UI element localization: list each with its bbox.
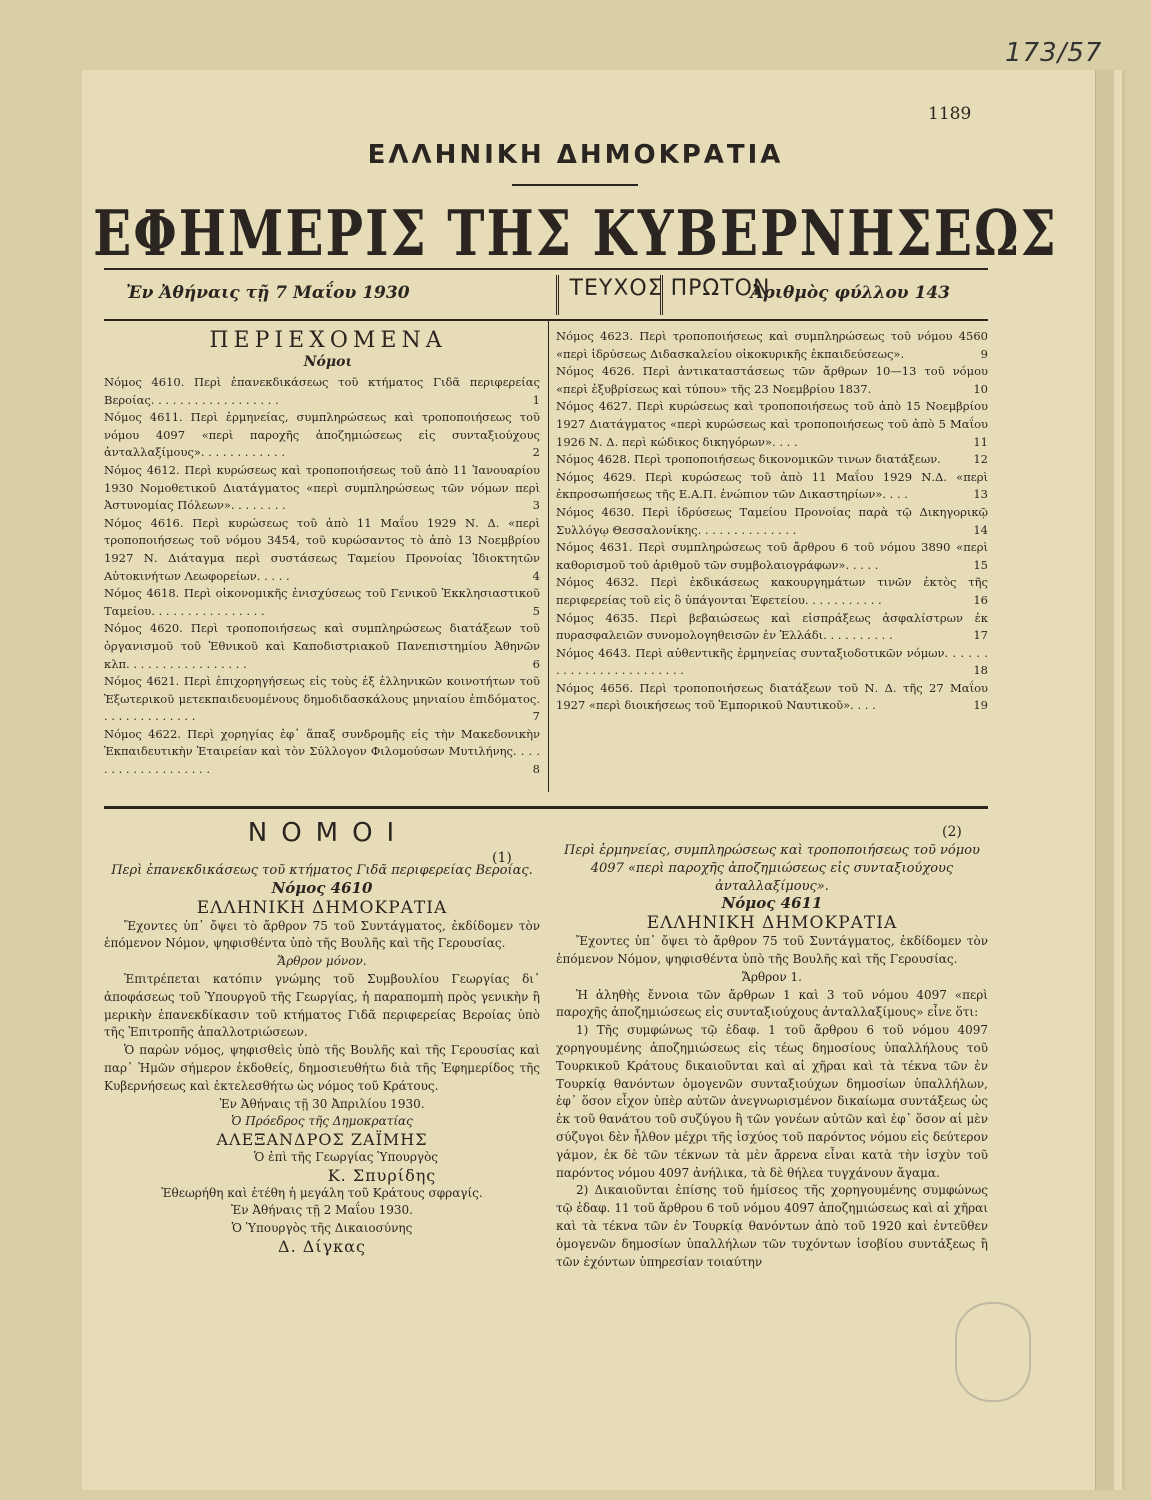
- law1-article: Ἄρθρον μόνον.: [277, 954, 367, 969]
- law1-president: ΑΛΕΞΑΝΔΡΟΣ ΖΑΪΜΗΣ: [216, 1130, 428, 1150]
- law1-number-title: Νόμος 4610: [271, 878, 373, 897]
- law2-article: Ἄρθρον 1.: [742, 969, 802, 984]
- toc-entry: Νόμος 4629. Περὶ κυρώσεως τοῦ ἀπὸ 11 Μαΐου 1929 Ν.Δ. «περὶ ἐκπροσωπήσεως τῆς Ε.Α.Π. ἐνώπιον τῶν Δικαστηρίων». . . . 13: [556, 469, 988, 502]
- law1-dateline: Ἐν Ἀθήναις τῇ 30 Ἀπριλίου 1930.: [219, 1096, 425, 1111]
- law1-body1: Ἐπιτρέπεται κατόπιν γνώμης τοῦ Συμβουλίου Γεωργίας δι᾿ ἀποφάσεως τοῦ Ὑπουργοῦ τῆς Γεωργίας, ἡ παραπομπὴ πρὸς γενικὴν ἢ μερικὴν ἐπανεκδίκασιν τοῦ κτήματος Γιδᾶ περιφερείας Βεροίας ὑπὸ τῆς Ἐπιτροπῆς ἀπαλλοτριώσεων.: [104, 971, 540, 1040]
- law1-subject: Περὶ ἐπανεκδικάσεως τοῦ κτήματος Γιδᾶ περιφερείας Βεροίας.: [111, 863, 533, 878]
- issue-date: Ἐν Ἀθήναις τῇ 7 Μαΐου 1930: [126, 283, 410, 303]
- masthead-title: ΕΦΗΜΕΡΙΣ ΤΗΣ ΚΥΒΕΡΝΗΣΕΩΣ: [93, 196, 1058, 270]
- masthead-divider: [512, 184, 638, 186]
- issue-divider-left: [556, 275, 559, 315]
- law2-republic: ΕΛΛΗΝΙΚΗ ΔΗΜΟΚΡΑΤΙΑ: [646, 913, 898, 934]
- toc-entry: Νόμος 4632. Περὶ ἐκδικάσεως κακουργημάτων τινῶν ἐκτὸς τῆς περιφερείας τοῦ εἰς ὃ ὑπάγονται Ἐφετείου. . . . . . . . . . . 16: [556, 575, 988, 607]
- law1-number: (1): [492, 850, 512, 866]
- contents-bottom-rule: [104, 806, 988, 809]
- laws-heading: ΝΟΜΟΙ: [247, 818, 409, 848]
- law1-minister: Κ. Σπυρίδης: [327, 1165, 437, 1185]
- sheet-number: Ἀριθμὸς φύλλου 143: [750, 283, 950, 303]
- paper-edge: [1095, 70, 1114, 1490]
- toc-entry: Νόμος 4656. Περὶ τροποποιήσεως διατάξεων τοῦ Ν. Δ. τῆς 27 Μαΐου 1927 «περὶ διοικήσεως τοῦ Ἐμπορικοῦ Ναυτικοῦ». . . . 19: [556, 680, 988, 713]
- page-number: 1189: [928, 104, 972, 124]
- law1-justice-title: Ὁ Ὑπουργὸς τῆς Δικαιοσύνης: [231, 1221, 413, 1236]
- law-4611: [556, 842, 988, 1271]
- issue-series: ΤΕΥΧΟΣ ΠΡΩΤΟΝ: [569, 276, 771, 301]
- issue-bar-top-rule: [104, 268, 988, 270]
- law2-number: (2): [942, 824, 962, 840]
- archive-stamp: [955, 1302, 1031, 1402]
- law1-minister-title: Ὁ ἐπὶ τῆς Γεωργίας Ὑπουργὸς: [254, 1149, 439, 1164]
- issue-bar-bottom-rule: [104, 319, 988, 321]
- law2-subject: Περὶ ἑρμηνείας, συμπληρώσεως καὶ τροποποιήσεως τοῦ νόμου 4097 «περὶ παροχῆς ἀποζημιώσεως εἰς συνταξιούχους ἀνταλλαξίμους».: [564, 843, 980, 894]
- law1-seal-note: Ἐθεωρήθη καὶ ἐτέθη ἡ μεγάλη τοῦ Κράτους σφραγίς.: [161, 1185, 483, 1200]
- masthead-republic: ΕΛΛΗΝΙΚΗ ΔΗΜΟΚΡΑΤΙΑ: [367, 140, 784, 170]
- toc-entry: Νόμος 4623. Περὶ τροποποιήσεως καὶ συμπληρώσεως τοῦ νόμου 4560 «περὶ ἱδρύσεως Διδασκαλείου οἰκοκυρικῆς ἐκπαιδεύσεως». 9: [556, 329, 988, 361]
- handwritten-reference: 173/57: [1005, 38, 1103, 68]
- toc-entry: Νόμος 4626. Περὶ ἀντικαταστάσεως τῶν ἄρθρων 10—13 τοῦ νόμου «περὶ ἐξυβρίσεως καὶ τύπου» τῆς 23 Νοεμβρίου 1837. 10: [556, 364, 988, 396]
- contents-title: ΠΕΡΙΕΧΟΜΕΝΑ: [209, 328, 447, 353]
- contents-right-column: [556, 328, 988, 715]
- contents-column-rule: [548, 320, 549, 792]
- law1-justice-minister: Δ. Δίγκας: [278, 1236, 366, 1256]
- law1-republic: ΕΛΛΗΝΙΚΗ ΔΗΜΟΚΡΑΤΙΑ: [196, 897, 448, 918]
- toc-entry: Νόμος 4622. Περὶ χορηγίας ἐφ᾿ ἅπαξ συνδρομῆς εἰς τὴν Μακεδονικὴν Ἐκπαιδευτικὴν Ἑταιρείαν καὶ τὸν Σύλλογον Φιλομούσων Μυτιλήνης. . . . . . . . . . . . . . . . . . . 8: [104, 726, 540, 777]
- toc-entry: Νόμος 4635. Περὶ βεβαιώσεως καὶ εἰσπράξεως ἀσφαλίστρων ἐκ πυρασφαλειῶν συνομολογηθεισῶν ἐν Ἑλλάδι. . . . . . . . . . 17: [556, 610, 988, 643]
- toc-entry: Νόμος 4631. Περὶ συμπληρώσεως τοῦ ἄρθρου 6 τοῦ νόμου 3890 «περὶ καθορισμοῦ τοῦ ἀριθμοῦ τῶν συμβολαιογράφων». . . . . 15: [556, 540, 988, 572]
- law2-body3: 2) Δικαιοῦνται ἐπίσης τοῦ ἡμίσεος τῆς χορηγουμένης συμφώνως τῷ ἐδαφ. 11 τοῦ ἄρθρου 6 τοῦ νόμου 4097 ἀποζημιώσεως καὶ αἱ χῆραι καὶ τὰ τέκνα τῶν ἐν Τουρκίᾳ θανόντων ἀπὸ τοῦ 1920 καὶ ἐντεῦθεν ὁμογενῶν δημοσίων ὑπαλλήλων τῶν τυχόντων ἰσοβίου συντάξεως ἢ τῶν ἐχόντων ὑπηρεσίαν τοιαύτην: [556, 1183, 988, 1269]
- toc-entry: Νόμος 4616. Περὶ κυρώσεως τοῦ ἀπὸ 11 Μαΐου 1929 Ν. Δ. «περὶ τροποποιήσεως τοῦ νόμου 3454, τοῦ κυρώσαντος τὸ ἀπὸ 13 Νοεμβρίου 1927 Ν. Διάταγμα περὶ συστάσεως Ταμείου Προνοίας Ἰδιοκτητῶν Αὐτοκινήτων Λεωφορείων. . . . . 4: [104, 515, 540, 583]
- toc-entry: Νόμος 4630. Περὶ ἱδρύσεως Ταμείου Προνοίας παρὰ τῷ Δικηγορικῷ Συλλόγῳ Θεσσαλονίκης. . . . . . . . . . . . . . 14: [556, 504, 988, 537]
- law2-preamble: Ἔχοντες ὑπ᾿ ὄψει τὸ ἄρθρον 75 τοῦ Συντάγματος, ἐκδίδομεν τὸν ἑπόμενον Νόμον, ψηφισθέντα ὑπὸ τῆς Βουλῆς καὶ τῆς Γερουσίας.: [556, 934, 988, 966]
- law1-body2: Ὁ παρὼν νόμος, ψηφισθεὶς ὑπὸ τῆς Βουλῆς καὶ τῆς Γερουσίας καὶ παρ᾿ Ἡμῶν σήμερον ἐκδοθείς, δημοσιευθήτω διὰ τῆς Ἐφημερίδος τῆς Κυβερνήσεως καὶ ἐκτελεσθήτω ὡς νόμος τοῦ Κράτους.: [104, 1043, 540, 1093]
- issue-bar: [104, 273, 988, 317]
- toc-entry: Νόμος 4621. Περὶ ἐπιχορηγήσεως εἰς τοὺς ἐξ ἑλληνικῶν κοινοτήτων τοῦ Ἐξωτερικοῦ μετεκπαιδευομένους δημοδιδασκάλους μηνιαίου ἐπιδόματος. . . . . . . . . . . . . . 7: [104, 674, 540, 724]
- law-4610: [104, 862, 540, 1256]
- toc-entry: Νόμος 4643. Περὶ αὐθεντικῆς ἑρμηνείας συνταξιοδοτικῶν νόμων. . . . . . . . . . . . . . . . . . . . . . . . 18: [556, 645, 988, 678]
- issue-divider-right: [660, 275, 663, 315]
- toc-entry: Νόμος 4618. Περὶ οἰκονομικῆς ἐνισχύσεως τοῦ Γενικοῦ Ἐκκλησιαστικοῦ Ταμείου. . . . . . . . . . . . . . . . 5: [104, 586, 540, 618]
- toc-entry: Νόμος 4627. Περὶ κυρώσεως καὶ τροποποιήσεως τοῦ ἀπὸ 15 Νοεμβρίου 1927 Διατάγματος «περὶ κυρώσεως καὶ τροποποιήσεως τοῦ ἀπὸ 5 Μαΐου 1926 Ν. Δ. περὶ κώδικος δικηγόρων». . . . 11: [556, 399, 988, 449]
- toc-entry: Νόμος 4610. Περὶ ἐπανεκδικάσεως τοῦ κτήματος Γιδᾶ περιφερείας Βεροίας. . . . . . . . . . . . . . . . . . 1: [104, 375, 540, 407]
- law2-number-title: Νόμος 4611: [721, 894, 823, 913]
- toc-entry: Νόμος 4612. Περὶ κυρώσεως καὶ τροποποιήσεως τοῦ ἀπὸ 11 Ἰανουαρίου 1930 Νομοθετικοῦ Διατάγματος «περὶ συμπληρώσεως τῶν νόμων περὶ Ἀστυνομίας Πόλεων». . . . . . . . 3: [104, 462, 540, 513]
- law1-preamble: Ἔχοντες ὑπ᾿ ὄψει τὸ ἄρθρον 75 τοῦ Συντάγματος, ἐκδίδομεν τὸν ἑπόμενον Νόμον, ψηφισθέντα ὑπὸ τῆς Βουλῆς καὶ τῆς Γερουσίας.: [104, 918, 540, 951]
- contents-left-column: [104, 374, 540, 779]
- law2-body1: Ἡ ἀληθὴς ἔννοια τῶν ἄρθρων 1 καὶ 3 τοῦ νόμου 4097 «περὶ παροχῆς ἀποζημιώσεως εἰς συνταξιούχους ἀνταλλαξίμους» εἶνε ὅτι:: [556, 987, 988, 1020]
- law1-president-title: Ὁ Πρόεδρος τῆς Δημοκρατίας: [231, 1114, 413, 1129]
- toc-entry: Νόμος 4620. Περὶ τροποποιήσεως καὶ συμπληρώσεως διατάξεων τοῦ ὀργανισμοῦ τοῦ Ἐθνικοῦ καὶ Καποδιστριακοῦ Πανεπιστημίου Ἀθηνῶν κλπ. . . . . . . . . . . . . . . . . 6: [104, 621, 540, 671]
- toc-entry: Νόμος 4611. Περὶ ἑρμηνείας, συμπληρώσεως καὶ τροποποιήσεως τοῦ νόμου 4097 «περὶ παροχῆς ἀποζημιώσεως εἰς συνταξιούχους ἀνταλλαξίμους». . . . . . . . . . . . 2: [104, 410, 540, 460]
- law1-seal-date: Ἐν Ἀθήναις τῇ 2 Μαΐου 1930.: [231, 1203, 413, 1218]
- toc-entry: Νόμος 4628. Περὶ τροποποιήσεως δικονομικῶν τινων διατάξεων. 12: [556, 452, 988, 467]
- contents-subtitle: Νόμοι: [303, 354, 353, 370]
- law2-body2: 1) Τῆς συμφώνως τῷ ἐδαφ. 1 τοῦ ἄρθρου 6 τοῦ νόμου 4097 χορηγουμένης ἀποζημιώσεως εἰς τέως δημοσίους ὑπαλλήλους τοῦ Τουρκικοῦ Κράτους δικαιοῦνται καὶ αἱ χῆραι καὶ τὰ τέκνα τῶν ἐν Τουρκίᾳ θανόντων ὁμογενῶν συνταξιούχων δημοσίων ὑπαλλήλων, ἐφ᾿ ὅσον εἶχον ὑπὲρ αὐτῶν ἀνεγνωρισμένον δικαίωμα συντάξεως ὡς ἐκ τοῦ θανάτου τοῦ συζύγου ἢ τῶν γονέων αὐτῶν καὶ ἐφ᾿ ὅσον αἱ μὲν σύζυγοι δὲν ἦλθον μέχρι τῆς ἰσχύος τοῦ παρόντος νόμου εἰς δεύτερον γάμον, ἐκ δὲ τῶν τέκνων τὰ μὲν ἄρρενα εἶναι κατὰ τὴν ἰσχὺν τοῦ παρόντος νόμου 4097 ἀνήλικα, τὰ δὲ θήλεα τυγχάνουν ἄγαμα.: [556, 1023, 988, 1180]
